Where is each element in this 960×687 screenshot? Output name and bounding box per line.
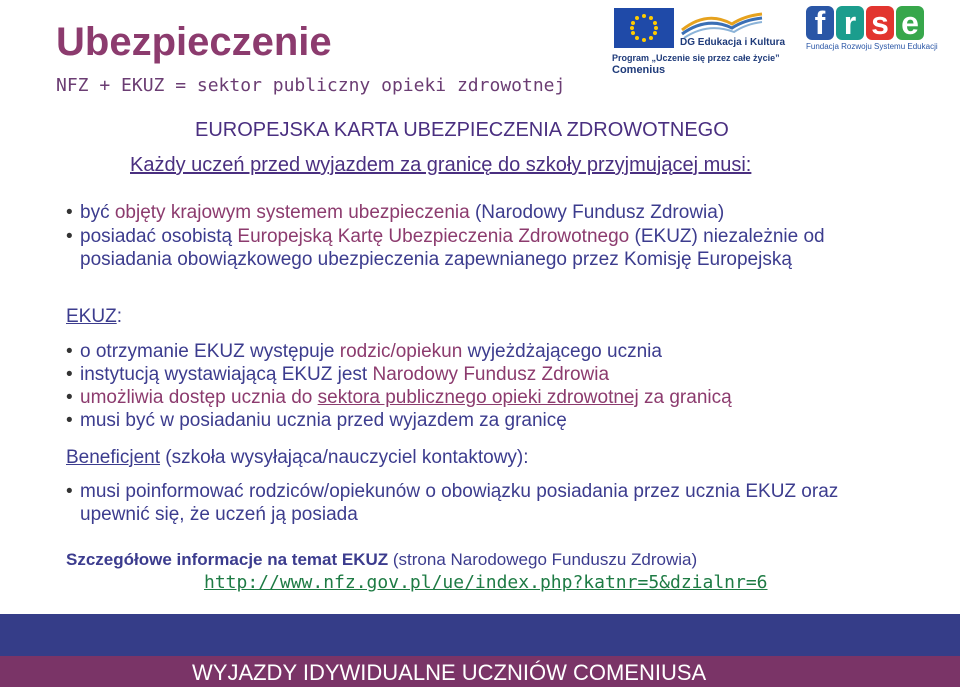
page-subtitle: NFZ + EKUZ = sektor publiczny opieki zdrowotnej bbox=[56, 75, 566, 96]
beneficjent-heading: Beneficjent (szkoła wysyłająca/nauczyciel kontaktowy): bbox=[66, 447, 529, 468]
beneficjent-item: • musi poinformować rodziców/opiekunów o obowiązku posiadania przez ucznia EKUZ oraz upewnić się, że uczeń ją posiada bbox=[66, 480, 896, 526]
logos-area bbox=[612, 6, 942, 80]
frse-name: Fundacja Rozwoju Systemu Edukacji bbox=[806, 42, 938, 51]
ekuz-item-2: • instytucją wystawiającą EKUZ jest Narodowy Fundusz Zdrowia bbox=[66, 363, 906, 386]
info-line: Szczegółowe informacje na temat EKUZ (strona Narodowego Funduszu Zdrowia) bbox=[66, 550, 698, 569]
dg-label: DG Edukacja i Kultura bbox=[680, 37, 786, 48]
ekuz-item-4: • musi być w posiadaniu ucznia przed wyjazdem za granicę bbox=[66, 409, 906, 432]
frse-letter-f: f bbox=[806, 6, 834, 40]
ekuz-label: EKUZ: bbox=[66, 306, 122, 327]
ekuz-item-3: • umożliwia dostęp uczniа do sektora publicznego opieki zdrowotnej za granicą bbox=[66, 386, 906, 409]
requirement-item-1: • być objęty krajowym systemem ubezpieczenia (Narodowy Fundusz Zdrowia) bbox=[66, 201, 886, 224]
program-label: Program „Uczenie się przez całe życie” bbox=[612, 53, 780, 63]
frse-letter-e: e bbox=[896, 6, 924, 40]
ekuz-item-1: • o otrzymanie EKUZ występuje rodzic/opiekun wyjeżdżającego ucznia bbox=[66, 340, 906, 363]
frse-letter-s: s bbox=[866, 6, 894, 40]
frse-letter-r: r bbox=[836, 6, 864, 40]
requirements-list bbox=[66, 201, 886, 271]
footer-title: WYJAZDY IDYWIDUALNE UCZNIÓW COMENIUSA bbox=[192, 660, 707, 685]
nfz-link[interactable]: http://www.nfz.gov.pl/ue/index.php?katnr=5&dzialnr=6 bbox=[204, 572, 768, 593]
beneficjent-list bbox=[66, 480, 896, 526]
ekuz-list bbox=[66, 340, 906, 432]
page-title: Ubezpieczenie bbox=[56, 20, 332, 64]
frse-logo bbox=[806, 6, 924, 40]
footer-band-blue bbox=[0, 614, 960, 656]
ekuz-heading: EUROPEJSKA KARTA UBEZPIECZENIA ZDROWOTNEGO bbox=[195, 119, 729, 141]
each-student-requirement: Każdy uczeń przed wyjazdem za granicę do szkoły przyjmującej musi: bbox=[130, 154, 752, 176]
comenius-label: Comenius bbox=[612, 64, 666, 76]
requirement-item-2: • posiadać osobistą Europejską Kartę Ubezpieczenia Zdrowotnego (EKUZ) niezależnie od posiadania obowiązkowego ubezpieczenia zapewnianego przez Komisję Europejską bbox=[66, 225, 886, 271]
